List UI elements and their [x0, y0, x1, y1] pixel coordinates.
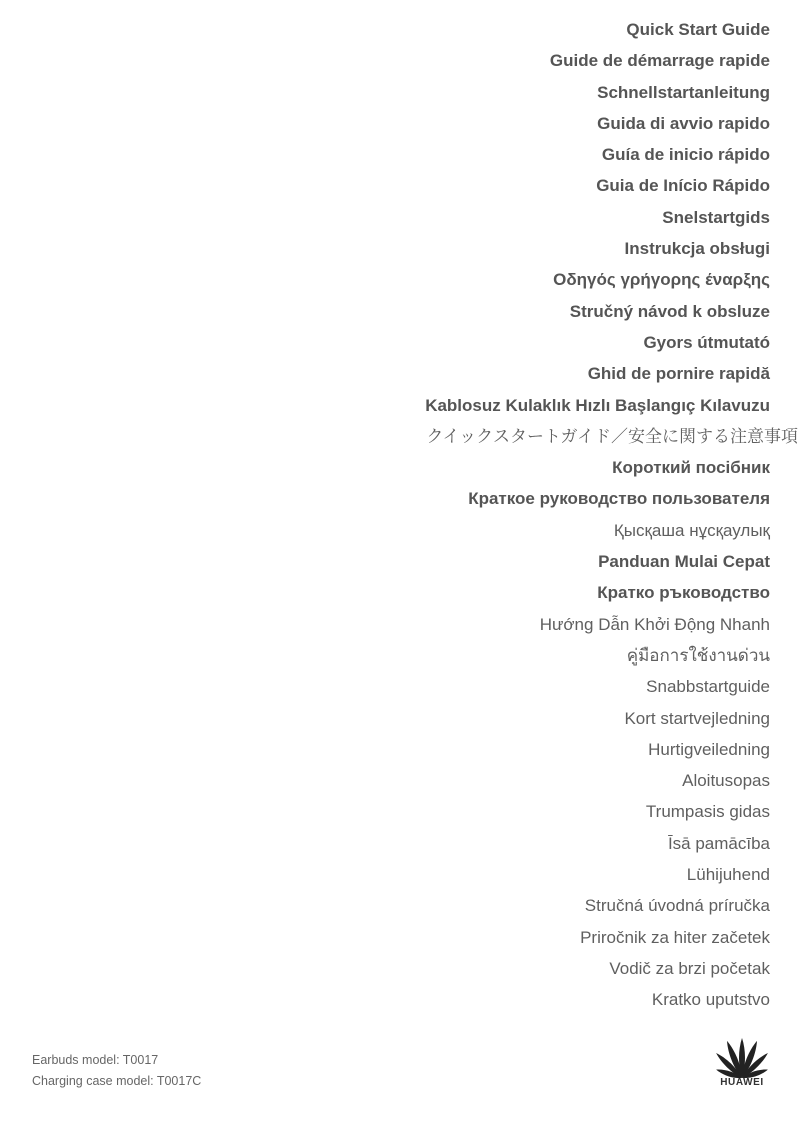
title-czech: Stručný návod k obsluze: [569, 301, 770, 321]
title-malay: Panduan Mulai Cepat: [598, 552, 770, 572]
title-slovak: Stručná úvodná príručka: [584, 896, 770, 916]
title-swedish: Snabbstartguide: [646, 677, 770, 697]
title-ukrainian: Короткий посібник: [612, 458, 770, 478]
title-russian: Краткое руководство пользователя: [468, 489, 770, 509]
title-croatian: Vodič za brzi početak: [609, 958, 770, 978]
title-portuguese: Guia de Início Rápido: [596, 176, 770, 196]
title-slovenian: Priročnik za hiter začetek: [580, 927, 770, 947]
title-japanese: クイックスタートガイド／安全に関する注意事項: [426, 426, 798, 446]
title-english: Quick Start Guide: [626, 20, 770, 39]
title-lithuanian: Trumpasis gidas: [645, 802, 770, 822]
brand-wordmark: HUAWEI: [720, 1077, 764, 1088]
title-spanish: Guía de inicio rápido: [601, 145, 770, 165]
title-bulgarian: Кратко ръководство: [597, 583, 770, 603]
title-norwegian: Hurtigveiledning: [648, 739, 770, 759]
earbuds-model: Earbuds model: T0017: [32, 1053, 159, 1067]
model-info: [32, 1050, 201, 1092]
title-finnish: Aloitusopas: [682, 771, 770, 791]
title-danish: Kort startvejledning: [624, 708, 770, 728]
title-vietnamese: Hướng Dẫn Khởi Động Nhanh: [539, 614, 770, 634]
title-thai: คู่มือการใช้งานด่วน: [626, 645, 770, 665]
title-turkish: Kablosuz Kulaklık Hızlı Başlangıç Kılavuzu: [425, 395, 770, 415]
title-estonian: Lühijuhend: [686, 865, 770, 885]
title-hungarian: Gyors útmutató: [643, 332, 770, 352]
quick-start-title-list: [10, 17, 798, 1019]
title-polish: Instrukcja obsługi: [624, 239, 770, 259]
charging-case-model: Charging case model: T0017C: [32, 1074, 202, 1088]
title-serbian: Kratko uputstvo: [651, 990, 770, 1010]
title-romanian: Ghid de pornire rapidă: [587, 364, 770, 384]
title-greek: Οδηγός γρήγορης έναρξης: [553, 270, 770, 290]
title-french: Guide de démarrage rapide: [549, 51, 770, 71]
title-dutch: Snelstartgids: [662, 207, 770, 227]
title-kazakh: Қысқаша нұсқаулық: [613, 520, 770, 540]
title-latvian: Īsā pamācība: [667, 833, 770, 853]
title-italian: Guida di avvio rapido: [597, 113, 770, 133]
title-german: Schnellstartanleitung: [597, 82, 770, 102]
